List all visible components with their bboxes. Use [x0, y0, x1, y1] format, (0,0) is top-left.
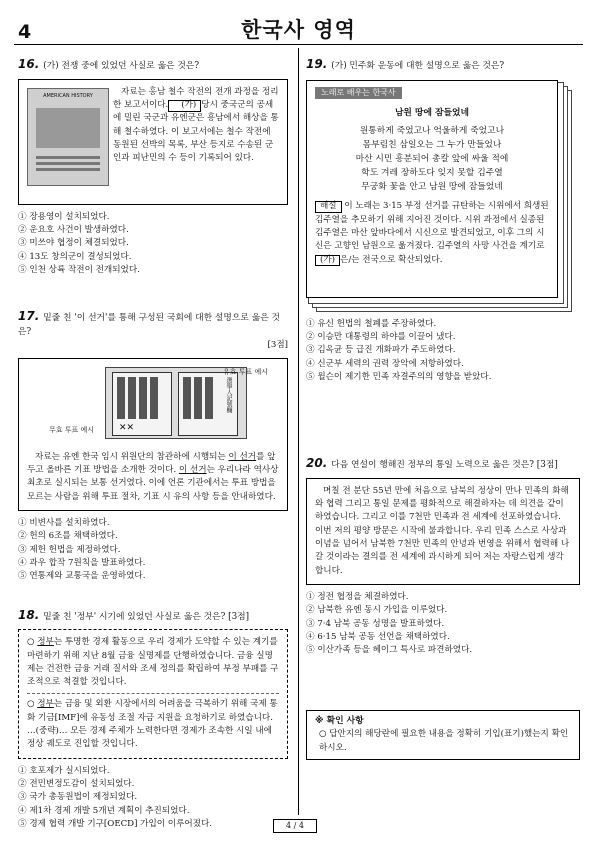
blank-ga: (가)	[168, 100, 201, 112]
question-number: 18.	[18, 607, 40, 622]
option-2[interactable]: ② 운요호 사건이 발생하였다.	[18, 224, 129, 235]
question-stem: (가) 민주화 운동에 대한 설명으로 옳은 것은?	[331, 61, 505, 71]
question-stem: 다음 연설이 행해진 정부의 통일 노력으로 옳은 것은? [3점]	[331, 460, 558, 471]
paragraph-1: ○ 정부는 투명한 경제 활동으로 우리 경제가 도약할 수 있는 계기를 마련하기 위해 지난 8월 금융 실명제를 단행하였습니다. 금융 실명제는 건전한 금융 거래 질서와 조세 정의를 확립하여 부정 부패를 구조적으로 척결할 것입니다.	[27, 637, 279, 688]
check-notice	[306, 710, 580, 760]
ballot-invalid: ✕✕	[112, 372, 172, 436]
question-number: 17.	[18, 309, 40, 324]
option-5[interactable]: ⑤ 윌슨이 제기한 민족 자결주의의 영향을 받았다.	[306, 371, 492, 382]
document-image	[27, 88, 109, 186]
question-19	[306, 55, 580, 384]
option-1[interactable]: ① 정전 협정을 체결하였다.	[306, 592, 409, 602]
question-stem: (가) 전쟁 중에 있었던 사실로 옳은 것은?	[43, 61, 200, 71]
explain-tag: 해설	[315, 201, 342, 213]
option-4[interactable]: ④ 6·15 남북 공동 선언을 채택하였다.	[306, 631, 450, 642]
source-box	[18, 629, 288, 759]
column-divider	[298, 48, 299, 815]
song-title: 남원 땅에 잠들었네	[394, 107, 470, 118]
option-1[interactable]: ① 유신 헌법의 철폐를 주장하였다.	[306, 318, 437, 329]
question-number: 20.	[306, 456, 328, 471]
option-5[interactable]: ⑤ 인천 상륙 작전이 전개되었다.	[18, 264, 140, 275]
options	[306, 591, 580, 658]
blank-ga: (가)	[315, 255, 340, 267]
points: [3점]	[267, 340, 288, 351]
question-16	[18, 55, 288, 277]
option-4[interactable]: ④ 제1차 경제 개발 5개년 계획이 추진되었다.	[18, 805, 190, 816]
check-body: ○ 답안지의 해당란에 필요한 내용을 정확히 기입(표기)했는지 확인 하시오.	[319, 729, 569, 753]
check-heading: ※ 확인 사항	[315, 715, 364, 726]
options	[18, 211, 288, 278]
passage: 자료는 홍남 철수 작전의 전개 과정을 정리한 보고서이다. (가) 당시 중국군의 공세에 밀린 국군과 유엔군은 흥남에서 해상을 통해 철수하였다. 이 보고서에는 철수 작전에 동원된 선박의 목록, 부산 등지로 수송된 군인과 피난민의 수 등이 기록되어 있다.	[113, 86, 279, 164]
source-box	[18, 79, 288, 205]
question-number: 19.	[306, 57, 328, 71]
songbook-page	[306, 80, 558, 298]
image-caption: AMERICAN HISTORY	[43, 92, 93, 99]
option-5[interactable]: ⑤ 연통제와 교통국을 운영하였다.	[18, 571, 146, 582]
option-1[interactable]: ① 호포제가 실시되었다.	[18, 765, 110, 776]
source-box	[18, 358, 288, 511]
label-valid: 유효 투표 예시	[223, 367, 269, 376]
option-2[interactable]: ② 전민변정도감이 설치되었다.	[18, 779, 135, 789]
page-number: 4	[18, 21, 32, 43]
left-column	[18, 55, 288, 831]
option-3[interactable]: ③ 국가 총동원법이 제정되었다.	[18, 792, 138, 803]
ballot-valid	[178, 372, 238, 436]
question-stem: 밑줄 친 '이 선거'를 통해 구성된 국회에 대한 설명으로 옳은 것은?	[18, 313, 281, 337]
option-1[interactable]: ① 장용영이 설치되었다.	[18, 211, 110, 222]
label-invalid: 무효 투표 예시	[49, 425, 95, 434]
option-4[interactable]: ④ 신군부 세력의 권력 장악에 저항하였다.	[306, 358, 464, 369]
lyrics: 원통하게 죽었고나 억울하게 죽었고나 몸부림친 삼일오는 그 누가 만들었나 마산 시민 흥분되어 총칼 앞에 싸울 적에 학도 겨레 장하도다 잊지 못할 김주열 무궁화 꽃을 안고 남원 땅에 잠들었네	[355, 126, 509, 193]
footer-page-indicator: 4 / 4	[273, 819, 317, 833]
option-4[interactable]: ④ 과우 합작 7원칙을 발표하였다.	[18, 557, 146, 568]
option-3[interactable]: ③ 7·4 남북 공동 성명을 발표하였다.	[306, 618, 445, 629]
ballot-text: 選擧人記號欄	[225, 376, 232, 413]
tag-label: 노래로 배우는 한국사	[315, 87, 402, 99]
options	[306, 318, 580, 385]
question-17	[18, 307, 288, 583]
option-1[interactable]: ① 비변사를 설치하였다.	[18, 518, 110, 528]
option-4[interactable]: ④ 13도 창의군이 결성되었다.	[18, 251, 132, 262]
right-column	[306, 55, 580, 760]
question-number: 16.	[18, 57, 40, 71]
question-18	[18, 606, 288, 832]
option-5[interactable]: ⑤ 경제 협력 개발 기구[OECD] 가입이 이루어졌다.	[18, 818, 213, 829]
option-3[interactable]: ③ 김옥균 등 급진 개화파가 주도하였다.	[306, 345, 456, 356]
option-3[interactable]: ③ 미쓰야 협정이 체결되었다.	[18, 238, 129, 249]
question-20	[306, 454, 580, 657]
explanation: 해설 이 노래는 3·15 부정 선거를 규탄하는 시위에서 희생된 김주열을 추모하기 위해 지어진 것이다. 시위 과정에서 실종된 김주열은 마산 앞바다에서 시신으로 발견되었고, 이후 그의 시신은 고향인 남원으로 옮겨졌다. 김주열의 사망 사건을 계기로 (가) 은/는 전국으로 확산되었다.	[315, 201, 549, 265]
songbook-figure	[306, 80, 580, 312]
option-2[interactable]: ② 남북한 유엔 동시 가입을 이루었다.	[306, 605, 448, 616]
options	[18, 517, 288, 584]
option-2[interactable]: ② 이승만 대통령의 하야를 이끌어 냈다.	[306, 331, 456, 342]
passage: 자료는 유엔 한국 임시 위원단의 참관하에 시행되는 이 선거를 앞두고 올바른 기표 방법을 소개한 것이다. 이 선거는 우리나라 역사상 최초로 실시되는 보통 선거였다. 이에 언론 기관에서는 투표 방법을 모르는 사람을 위해 투표 절차, 기표 시 유의 사항 등을 안내하였다.	[27, 451, 279, 502]
option-3[interactable]: ③ 제헌 헌법을 제정하였다.	[18, 544, 121, 555]
speech-box: 며칠 전 분단 55년 만에 처음으로 남북의 정상이 만나 민족의 화해와 협력 그리고 통일 문제를 평화적으로 해결하자는 데 의견을 같이하였습니다. 그리고 이를 7천만 민족과 전 세계에 선포하였습니다. 이번 저의 평양 방문은 시작에 불과합니다. 우리 민족 스스로 사상과 이념을 넘어서 남북한 7천만 민족의 안녕과 번영을 위해서 협력해 나갈 것이라는 결의를 전 세계에 과시하게 되어 저는 자랑스럽게 생각합니다.	[306, 478, 580, 585]
option-5[interactable]: ⑤ 이산가족 등을 헤이그 특사로 파견하였다.	[306, 645, 473, 656]
header-rule	[14, 44, 583, 45]
options	[18, 765, 288, 832]
question-stem: 밑줄 친 '정부' 시기에 있었던 사실로 옳은 것은? [3점]	[43, 611, 250, 622]
paragraph-2: ○ 정부는 금융 및 외환 시장에서의 어려움을 극복하기 위해 국제 통화 기금[IMF]에 유동성 조절 자금 지원을 요청하기로 하였습니다. …(중략)… 모든 경제 주체가 노력한다면 경제가 조속한 시일 내에 정상 궤도로 진입할 것입니다.	[27, 699, 278, 750]
page-title: 한국사 영역	[241, 18, 356, 42]
option-2[interactable]: ② 헌의 6조를 채택하였다.	[18, 531, 118, 542]
ballot-figure	[27, 367, 279, 447]
